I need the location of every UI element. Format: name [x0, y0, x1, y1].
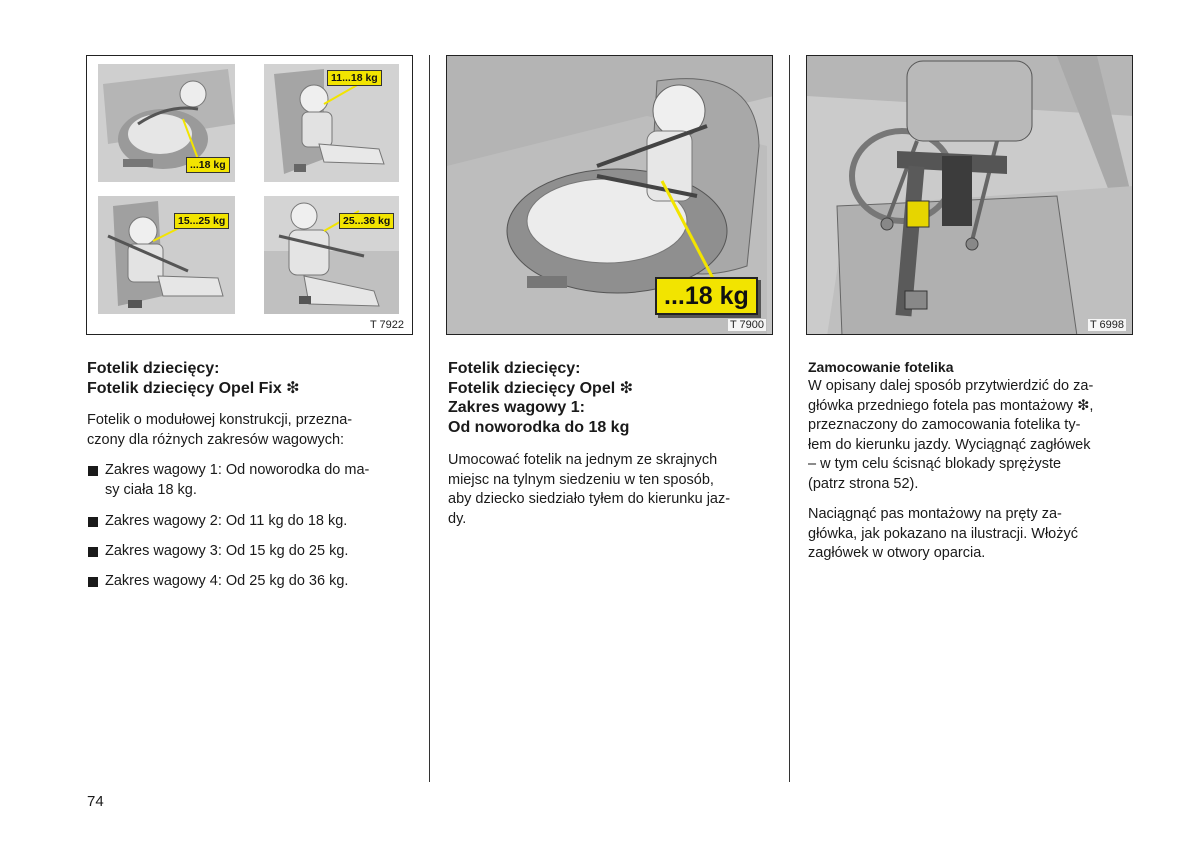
bullet-line: Zakres wagowy 4: Od 25 kg do 36 kg.: [105, 573, 349, 589]
title-line: Od noworodka do 18 kg: [448, 418, 630, 436]
text-line: – w tym celu ścisnąć blokady sprężyste: [808, 456, 1062, 472]
weight-badge-stage-3: 15...25 kg: [174, 213, 229, 229]
col2-body: [448, 451, 730, 529]
figure-child-seat-stages: [86, 55, 413, 335]
col1-intro: [87, 411, 352, 450]
page-number: 74: [87, 793, 104, 810]
weight-badge-stage-4: 25...36 kg: [339, 213, 394, 229]
col2-title: [448, 359, 633, 437]
text-line: przeznaczony do zamocowania fotelika ty-: [808, 417, 1081, 433]
weight-badge-stage-2: 11...18 kg: [327, 70, 382, 86]
text-line: aby dziecko siedziało tyłem do kierunku jaz-: [448, 491, 731, 507]
weight-range-item-2: [88, 512, 347, 532]
figure-code: T 6998: [1089, 319, 1124, 331]
text-line: dy.: [448, 510, 467, 527]
col3-paragraph-1: [808, 377, 1093, 494]
figure-code: T 7922: [369, 319, 404, 331]
headrest-strap-drawing: [807, 56, 1133, 335]
text-line: W opisany dalej sposób przytwierdzić do za-: [808, 378, 1094, 394]
text-line: miejsc na tylnym siedzeniu w ten sposób,: [448, 471, 714, 488]
text-line: Fotelik o modułowej konstrukcji, przezna-: [87, 412, 353, 428]
col3-paragraph-2: [808, 505, 1078, 564]
weight-range-item-4: [88, 572, 348, 592]
col3-subheading: Zamocowanie fotelika: [808, 359, 954, 375]
col1-title: [87, 359, 300, 398]
weight-badge-stage-1: ...18 kg: [186, 157, 230, 173]
column-divider-1: [429, 55, 430, 782]
bullet-line: Zakres wagowy 1: Od noworodka do ma-: [105, 462, 370, 478]
title-line: Fotelik dziecięcy Opel Fix ❇: [87, 379, 300, 397]
text-line: Naciągnąć pas montażowy na pręty za-: [808, 506, 1062, 522]
figure-code: T 7900: [729, 319, 764, 331]
weight-range-item-3: [88, 542, 348, 562]
text-line: główka, jak pokazano na ilustracji. Włożyć: [808, 525, 1078, 542]
column-divider-2: [789, 55, 790, 782]
title-line: Fotelik dziecięcy:: [87, 360, 220, 377]
weight-range-item-1: [88, 461, 369, 500]
text-line: główka przedniego fotela pas montażowy ❇,: [808, 397, 1094, 414]
bullet-line: Zakres wagowy 2: Od 11 kg do 18 kg.: [105, 513, 348, 529]
text-line: (patrz strona 52).: [808, 475, 919, 492]
text-line: łem do kierunku jazdy. Wyciągnąć zagłówek: [808, 436, 1091, 453]
text-line: czony dla różnych zakresów wagowych:: [87, 431, 345, 448]
title-line: Zakres wagowy 1:: [448, 399, 585, 416]
text-line: zagłówek w otwory oparcia.: [808, 545, 986, 561]
title-line: Fotelik dziecięcy:: [448, 360, 581, 377]
bullet-line: sy ciała 18 kg.: [105, 481, 197, 498]
title-line: Fotelik dziecięcy Opel ❇: [448, 379, 634, 397]
figure-headrest-strap: [806, 55, 1133, 335]
weight-badge-large: ...18 kg: [655, 277, 758, 315]
bullet-line: Zakres wagowy 3: Od 15 kg do 25 kg.: [105, 543, 349, 559]
text-line: Umocować fotelik na jednym ze skrajnych: [448, 452, 718, 468]
figure-rear-facing-seat: [446, 55, 773, 335]
